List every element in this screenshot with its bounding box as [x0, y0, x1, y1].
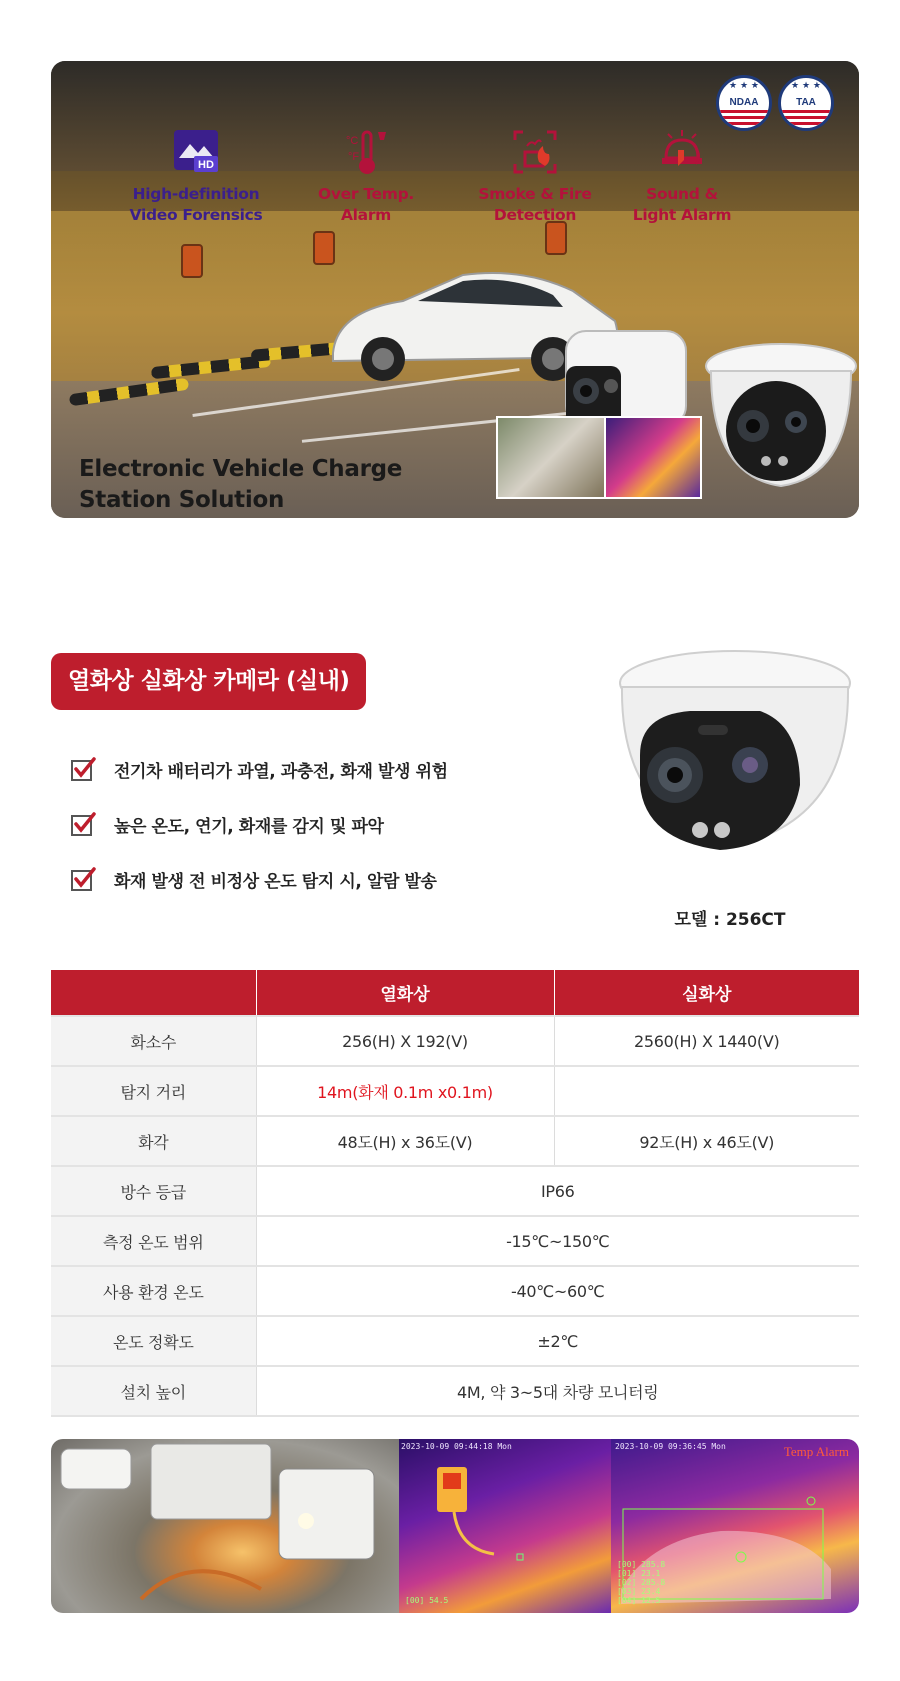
row-label: 화소수	[51, 1016, 256, 1066]
svg-text:°F: °F	[348, 151, 360, 163]
thermal-feed-thumbnail	[604, 416, 702, 499]
vehicles-scene	[51, 1439, 399, 1613]
feature-icons-row	[51, 126, 859, 226]
table-row	[51, 1216, 859, 1266]
list-item-text: 화재 발생 전 비정상 온도 탐지 시, 알람 발송	[114, 871, 437, 892]
ndaa-badge	[716, 75, 772, 131]
thermometer-icon	[340, 126, 392, 178]
column-header-thermal: 열화상	[256, 970, 554, 1016]
star-icon: ★ ★ ★	[791, 81, 821, 91]
thermal-scene	[399, 1439, 611, 1613]
dome-camera-image	[691, 326, 859, 516]
feature-label: Over Temp. Alarm	[318, 185, 414, 224]
column-header	[51, 970, 256, 1016]
thermal-charger-footage	[399, 1439, 611, 1613]
feature-over-temp	[291, 126, 441, 226]
fire-detection-icon	[509, 126, 561, 178]
ev-charger	[545, 221, 567, 255]
row-label: 측정 온도 범위	[51, 1216, 256, 1266]
timestamp: 2023-10-09 09:36:45 Mon	[615, 1442, 726, 1451]
feature-smoke-fire	[460, 126, 610, 226]
table-row	[51, 1366, 859, 1416]
feature-sound-light	[607, 126, 757, 226]
column-header-visible: 실화상	[554, 970, 859, 1016]
table-row	[51, 1016, 859, 1066]
hero-title: Electronic Vehicle Charge Station Solution	[79, 456, 403, 513]
row-label: 방수 등급	[51, 1166, 256, 1216]
visible-feed-thumbnail	[496, 416, 606, 499]
checkbox-checked-icon	[70, 866, 96, 892]
badge-label: NDAA	[729, 97, 759, 108]
list-item-text: 전기차 배터리가 과열, 과충전, 화재 발생 위험	[114, 761, 448, 782]
star-icon: ★ ★ ★	[729, 81, 759, 91]
model-label: 모델 : 256CT	[674, 910, 786, 930]
table-header-row	[51, 970, 859, 1016]
feature-label: High-definition Video Forensics	[129, 185, 263, 224]
temperature-readout: [00] 285.8 [01] 23.1 [02] 285.8 [03] 23.4 [04] 12.5	[617, 1560, 666, 1605]
spec-table	[51, 970, 859, 1417]
temperature-readout: [00] 54.5	[405, 1596, 449, 1605]
product-title: 열화상 실화상 카메라 (실내)	[51, 653, 366, 710]
table-cell: IP66	[256, 1166, 859, 1216]
feature-label: Smoke & Fire Detection	[478, 185, 592, 224]
ev-charger	[181, 244, 203, 278]
table-cell: ±2℃	[256, 1316, 859, 1366]
table-row	[51, 1116, 859, 1166]
table-cell	[554, 1066, 859, 1116]
row-label: 탐지 거리	[51, 1066, 256, 1116]
table-cell: 256(H) X 192(V)	[256, 1016, 554, 1066]
table-row	[51, 1266, 859, 1316]
table-cell: 92도(H) x 46도(V)	[554, 1116, 859, 1166]
list-item	[70, 757, 540, 781]
ev-charger	[313, 231, 335, 265]
list-item	[70, 812, 540, 836]
row-label: 사용 환경 온도	[51, 1266, 256, 1316]
row-label: 온도 정확도	[51, 1316, 256, 1366]
table-row	[51, 1316, 859, 1366]
siren-icon	[656, 126, 708, 178]
badge-label: TAA	[796, 97, 816, 108]
list-item-text: 높은 온도, 연기, 화재를 감지 및 파악	[114, 816, 384, 837]
feature-list	[70, 757, 540, 922]
flag-stripes	[719, 110, 769, 128]
fire-footage-photo	[51, 1439, 399, 1613]
table-cell: -40℃~60℃	[256, 1266, 859, 1316]
table-cell: 48도(H) x 36도(V)	[256, 1116, 554, 1166]
thermal-parking-footage	[611, 1439, 859, 1613]
table-cell: 2560(H) X 1440(V)	[554, 1016, 859, 1066]
svg-text:°C: °C	[346, 135, 359, 147]
table-cell: 4M, 약 3~5대 차량 모니터링	[256, 1366, 859, 1416]
feature-label: Sound & Light Alarm	[632, 185, 732, 224]
table-row	[51, 1166, 859, 1216]
row-label: 화각	[51, 1116, 256, 1166]
table-cell: -15℃~150℃	[256, 1216, 859, 1266]
table-cell-highlight: 14m(화재 0.1m x0.1m)	[256, 1066, 554, 1116]
checkbox-checked-icon	[70, 811, 96, 837]
hd-video-icon	[170, 126, 222, 178]
svg-text:HD: HD	[198, 159, 214, 171]
taa-badge	[778, 75, 834, 131]
list-item	[70, 867, 540, 891]
hero-banner	[51, 61, 859, 518]
feature-hd-video	[121, 126, 271, 226]
checkbox-checked-icon	[70, 756, 96, 782]
timestamp: 2023-10-09 09:44:18 Mon	[401, 1442, 512, 1451]
footage-strip	[51, 1439, 859, 1613]
table-row	[51, 1066, 859, 1116]
row-label: 설치 높이	[51, 1366, 256, 1416]
turret-camera-image	[600, 645, 860, 895]
flag-stripes	[781, 110, 831, 128]
temp-alarm-label: Temp Alarm	[783, 1444, 849, 1459]
